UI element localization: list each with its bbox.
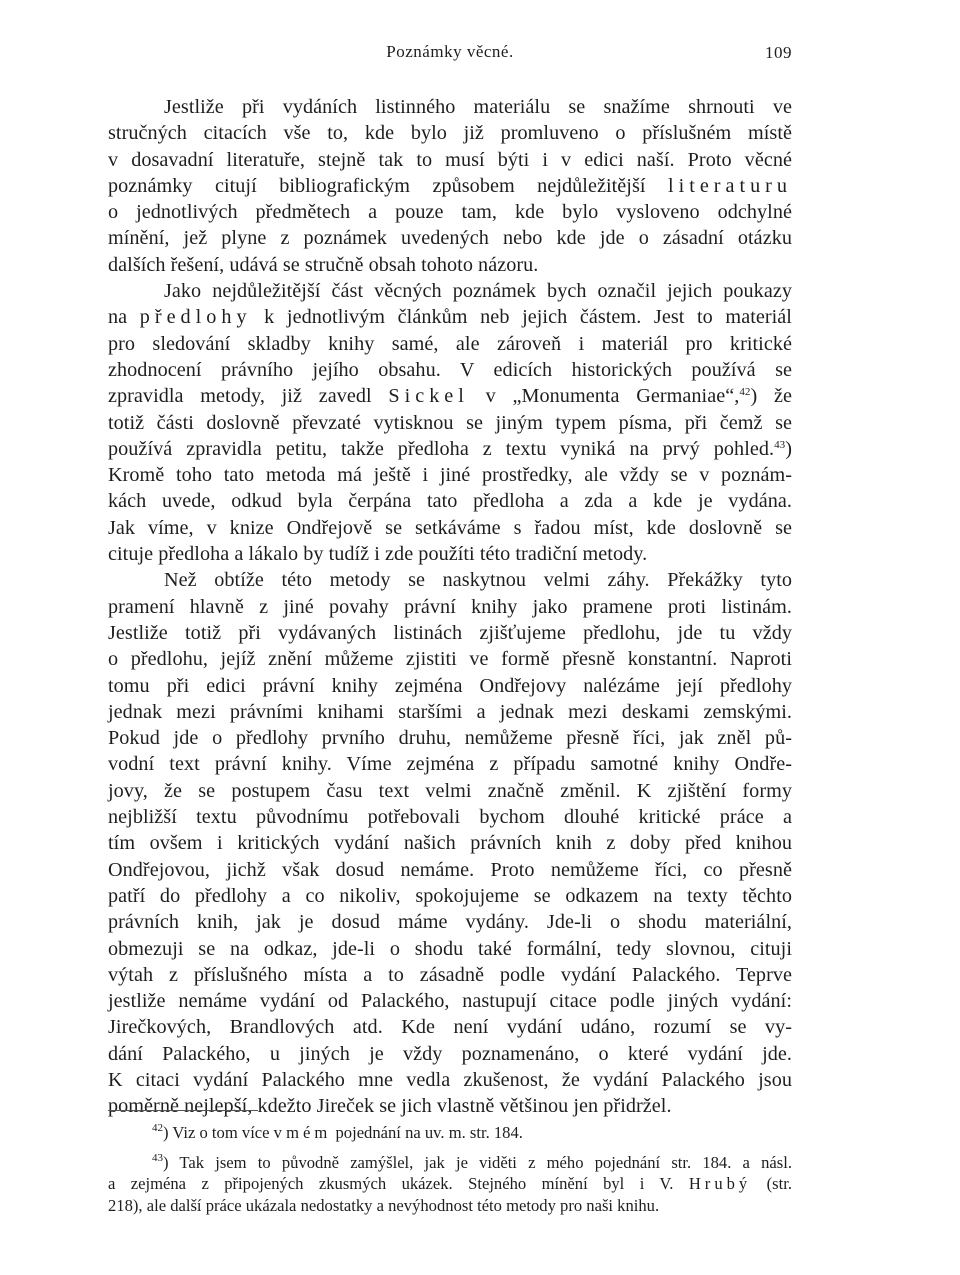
- text-line: [108, 304, 792, 330]
- text-line: zhodnocení právního jejího obsahu. V edicích historických používá se: [108, 358, 792, 381]
- text-line: o předlohu, jejíž znění můžeme zjistiti ve formě přesně konstantní. Naproti: [108, 648, 792, 671]
- body-text: [108, 94, 792, 1120]
- footnote-43-line: [108, 1173, 792, 1195]
- text-line: Jako nejdůležitější část věcných poznámek bych označil jejich poukazy: [164, 280, 792, 303]
- page-number: 109: [765, 43, 792, 62]
- text-line: [108, 383, 792, 409]
- emphasis-spaced: literaturu: [668, 174, 792, 197]
- text-line: dalších řešení, udává se stručně obsah tohoto názoru.: [108, 253, 539, 276]
- text-line: patří do předlohy a co nikoliv, spokojujeme se odkazem na texty těchto: [108, 884, 792, 907]
- text-fragment: pojednání na uv. m. str. 184.: [335, 1123, 523, 1142]
- footnote-divider: [108, 1110, 258, 1111]
- text-line: [108, 173, 792, 199]
- text-fragment: v „Monumenta Germaniae“,: [485, 385, 740, 408]
- text-line: právních knih, jak je dosud máme vydány. Jde-li o shodu materiální,: [108, 911, 792, 934]
- text-line: jestliže nemáme vydání od Palackého, nastupují citace podle jiných vydání:: [108, 990, 792, 1013]
- text-fragment: ): [785, 437, 792, 460]
- text-line: Jak víme, v knize Ondřejově se setkáváme s řadou míst, kde doslovně se: [108, 516, 792, 539]
- footnote-43-line: 218), ale další práce ukázala nedostatky a nevýhodnost této metody pro naši knihu.: [108, 1195, 660, 1215]
- footnote-mark: 43: [152, 1151, 163, 1164]
- text-line: Pokud jde o předlohy prvního druhu, nemůžeme přesně říci, jak zněl pů-: [108, 727, 792, 750]
- text-line: výtah z příslušného místa a to zásadně podle vydání Palackého. Teprve: [108, 963, 792, 986]
- text-fragment: používá zpravidla petitu, takže předloha z textu vyniká na prvý pohled.: [108, 437, 775, 460]
- footnote-ref-43[interactable]: 43: [774, 438, 786, 451]
- text-line: Kromě toho tato metoda má ještě i jiné prostředky, ale vždy se v poznám-: [108, 464, 792, 487]
- footnote-gap: [108, 1144, 792, 1152]
- text-fragment: poznámky citují bibliografickým způsobem nejdůležitější: [108, 174, 646, 197]
- text-line: [108, 436, 792, 462]
- text-fragment: na: [108, 306, 128, 329]
- text-line: dání Palackého, u jiných je vždy poznamenáno, o které vydání jde.: [108, 1042, 792, 1065]
- text-line: obmezuji se na odkaz, jde-li o shodu také formální, tedy slovnou, cituji: [108, 937, 792, 960]
- text-line: jednak mezi právními knihami staršími a jednak mezi deskami zemskými.: [108, 700, 792, 723]
- footnote-42: [108, 1122, 792, 1144]
- text-line: pramení hlavně z jiné povahy právní knihy jako pramene proti listinám.: [108, 595, 792, 618]
- text-line: Jestliže při vydáních listinného materiálu se snažíme shrnouti ve: [164, 96, 792, 118]
- emphasis-spaced: Hrubý: [688, 1174, 752, 1193]
- text-line: Jirečkových, Brandlových atd. Kde není vydání udáno, rozumí se vy-: [108, 1016, 792, 1039]
- text-fragment: ) Tak jsem to původně zamýšlel, jak je viděti z mého pojednání str. 184. a násl.: [163, 1152, 792, 1172]
- running-head: [108, 42, 792, 66]
- text-line: jovy, že se postupem času text velmi značně změnil. K zjištění formy: [108, 779, 792, 802]
- text-line: mínění, jež plyne z poznámek uvedených nebo kde jde o zásadní otázku: [108, 227, 792, 250]
- emphasis-spaced: mém: [286, 1123, 332, 1142]
- text-line: Ondřejovou, jichž však dosud nemáme. Proto nemůžeme říci, co přesně: [108, 858, 792, 881]
- footnote-ref-42[interactable]: 42: [739, 386, 751, 399]
- text-line: totiž části doslovně převzaté vytisknou se jiným typem písma, při čemž se: [108, 411, 792, 434]
- text-line: Jestliže totiž při vydávaných listinách zjišťujeme předlohu, jde tu vždy: [108, 621, 792, 644]
- text-line: o jednotlivých předmětech a pouze tam, kde bylo vysloveno odchylné: [108, 201, 792, 224]
- footnote-mark: 42: [152, 1122, 163, 1134]
- running-title: Poznámky věcné.: [386, 42, 514, 61]
- footnote-43: [108, 1152, 792, 1174]
- text-line: K citaci vydání Palackého mne vedla zkušenost, že vydání Palackého jsou: [108, 1068, 792, 1091]
- text-line: v dosavadní literatuře, stejně tak to musí býti i v edici naší. Proto věcné: [108, 148, 792, 171]
- text-line: nejbližší textu původnímu potřebovali bychom dlouhé kritické práce a: [108, 806, 792, 829]
- text-line: cituje předloha a lákalo by tudíž i zde použíti této tradiční metody.: [108, 543, 648, 566]
- text-fragment: zpravidla metody, již zavedl: [108, 385, 372, 408]
- text-line: Než obtíže této metody se naskytnou velmi záhy. Překážky tyto: [164, 569, 792, 592]
- text-fragment: a zejména z připojených zkusmých ukázek. Stejného mínění byl i V.: [108, 1174, 674, 1193]
- footnotes: [108, 1122, 792, 1216]
- text-fragment: ) Viz o tom více v: [163, 1123, 282, 1142]
- text-fragment: ) že: [750, 385, 792, 408]
- text-line: stručných citacích vše to, kde bylo již promluveno o příslušném místě: [108, 122, 792, 145]
- emphasis-spaced: Sickel: [388, 385, 469, 408]
- emphasis-spaced: předlohy: [139, 306, 252, 329]
- text-line: tím ovšem i kritických vydání našich právních knih z doby před knihou: [108, 832, 792, 855]
- text-line: tomu při edici právní knihy zejména Ondřejovy nalézáme její předlohy: [108, 674, 792, 697]
- text-line: pro sledování skladby knihy samé, ale zároveň i materiál pro kritické: [108, 332, 792, 355]
- text-fragment: (str.: [766, 1174, 792, 1193]
- text-fragment: k jednotlivým článkům neb jejich částem. Jest to materiál: [264, 306, 792, 329]
- text-line: kách uvede, odkud byla čerpána tato předloha a zda a kde je vydána.: [108, 490, 792, 513]
- text-line: poměrně nejlepší, kdežto Jireček se jich vlastně většinou jen přidržel.: [108, 1095, 672, 1118]
- text-line: vodní text právní knihy. Víme zejména z případu samotné knihy Ondře-: [108, 753, 792, 776]
